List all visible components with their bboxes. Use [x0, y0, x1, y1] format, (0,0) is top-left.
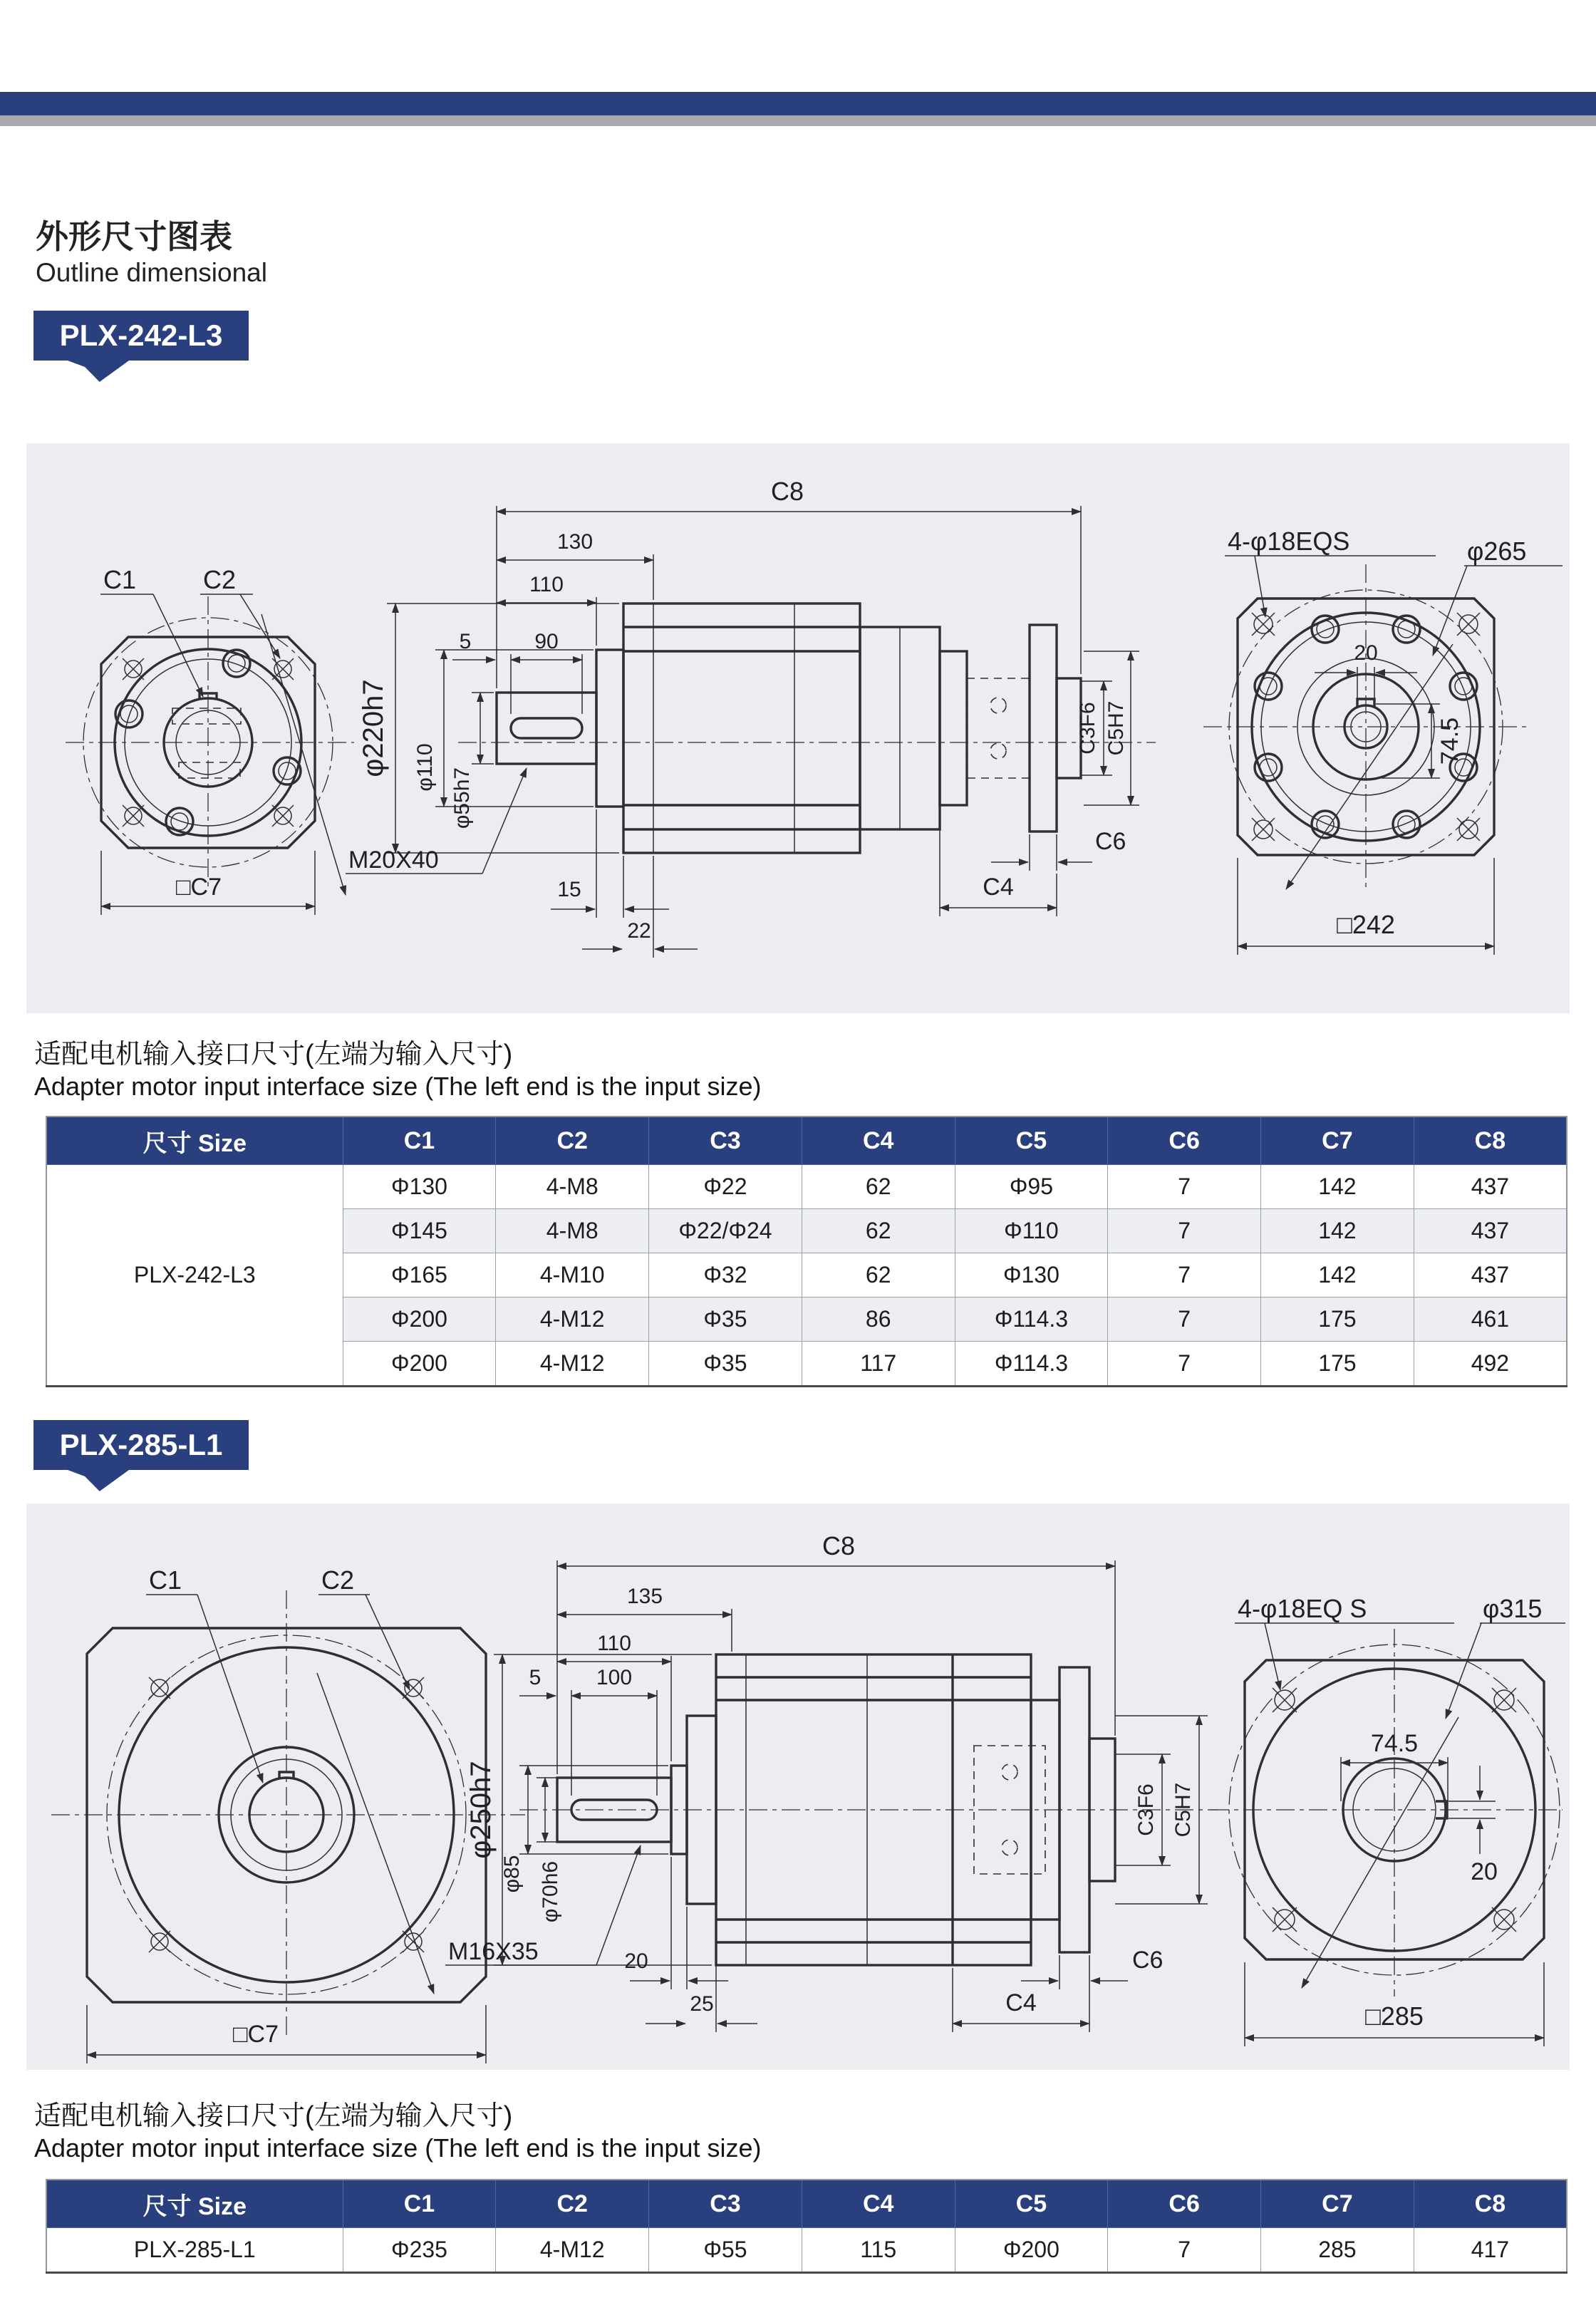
col-header-c1: C1	[343, 1117, 496, 1165]
dim-phi220h7-label: φ220h7	[358, 679, 389, 777]
dim-c7-label: □C7	[233, 2021, 279, 2048]
header-gray-bar	[0, 115, 1596, 126]
cell: Φ114.3	[955, 1298, 1108, 1342]
col-header-c3: C3	[649, 1117, 802, 1165]
dim-15-label: 15	[557, 878, 581, 901]
cell: Φ35	[649, 1342, 802, 1387]
cell: Φ200	[343, 1342, 496, 1387]
dim-c4-label: C4	[983, 874, 1014, 901]
dim-phi110-label: φ110	[413, 743, 437, 792]
cell: Φ235	[343, 2228, 496, 2273]
dim-22-label: 22	[627, 919, 651, 943]
side-section-view	[445, 1531, 1218, 2032]
row-label: PLX-242-L3	[46, 1165, 343, 1387]
col-header-size: 尺寸 Size	[46, 1117, 343, 1165]
cell: Φ200	[343, 1298, 496, 1342]
cell: 461	[1414, 1298, 1567, 1342]
dim-20-label: 20	[624, 1949, 648, 1973]
cell: 437	[1414, 1253, 1567, 1298]
thread-callout-label: M20X40	[348, 846, 439, 874]
dim-74-5-label: 74.5	[1370, 1730, 1419, 1757]
cell: Φ145	[343, 1209, 496, 1253]
cell: 62	[802, 1165, 955, 1209]
dim-90-label: 90	[534, 630, 559, 653]
col-header-c7: C7	[1261, 2180, 1414, 2228]
cell: 142	[1261, 1209, 1414, 1253]
cell: Φ130	[955, 1253, 1108, 1298]
cell: 117	[802, 1342, 955, 1387]
dim-c3f6-label: C3F6	[1076, 702, 1099, 755]
model-badge-plx-285-l1: PLX-285-L1	[33, 1420, 249, 1470]
cell: 7	[1108, 1342, 1261, 1387]
col-header-c6: C6	[1108, 2180, 1261, 2228]
header-blue-bar	[0, 92, 1596, 115]
col-header-c5: C5	[955, 1117, 1108, 1165]
col-header-c2: C2	[496, 2180, 649, 2228]
dim-phi250h7-label: φ250h7	[465, 1761, 497, 1859]
col-header-c2: C2	[496, 1117, 649, 1165]
cell: 142	[1261, 1165, 1414, 1209]
bolt-hole-callout-label: 4-φ18EQ S	[1238, 1594, 1367, 1623]
dim-5-label: 5	[529, 1666, 542, 1689]
col-header-c1: C1	[343, 2180, 496, 2228]
outline-drawing-plx-242-l3	[26, 443, 1570, 1013]
col-header-c8: C8	[1414, 2180, 1567, 2228]
cell: Φ95	[955, 1165, 1108, 1209]
dim-c7-label: □C7	[176, 874, 222, 901]
page-title-en: Outline dimensional	[36, 258, 267, 287]
dim-110-label: 110	[529, 573, 564, 596]
model-badge-plx-242-l3: PLX-242-L3	[33, 311, 249, 361]
thread-callout-label: M16X35	[448, 1938, 539, 1965]
cell: 7	[1108, 1165, 1261, 1209]
cell: 4-M12	[496, 1298, 649, 1342]
col-header-c6: C6	[1108, 1117, 1261, 1165]
cell: 4-M8	[496, 1165, 649, 1209]
cell: Φ200	[955, 2228, 1108, 2273]
cell: 437	[1414, 1209, 1567, 1253]
dim-25-label: 25	[690, 1992, 714, 2016]
dim-74-5-label: 74.5	[1436, 717, 1463, 765]
cell: Φ35	[649, 1298, 802, 1342]
dim-c3f6-label: C3F6	[1134, 1783, 1158, 1836]
side-section-view	[346, 477, 1156, 958]
table-header-row	[46, 2180, 1567, 2228]
label-c2: C2	[321, 1565, 355, 1595]
cell: 175	[1261, 1298, 1414, 1342]
col-header-c4: C4	[802, 1117, 955, 1165]
cell: 62	[802, 1209, 955, 1253]
dim-c8-label: C8	[770, 477, 804, 506]
dim-c4-label: C4	[1005, 1989, 1037, 2016]
col-header-c7: C7	[1261, 1117, 1414, 1165]
cell: 62	[802, 1253, 955, 1298]
dim-c6-label: C6	[1132, 1947, 1164, 1974]
bolt-circle-dia-label: φ315	[1483, 1594, 1543, 1623]
dim-130-label: 130	[556, 530, 594, 554]
dim-110-label: 110	[597, 1632, 631, 1655]
label-c2: C2	[203, 565, 237, 594]
page-title-zh: 外形尺寸图表	[36, 218, 232, 255]
cell: Φ130	[343, 1165, 496, 1209]
col-header-c8: C8	[1414, 1117, 1567, 1165]
cell: 437	[1414, 1165, 1567, 1209]
dimension-table-plx-285-l1	[46, 2179, 1568, 2274]
cell: Φ32	[649, 1253, 802, 1298]
cell: 142	[1261, 1253, 1414, 1298]
dim-135-label: 135	[626, 1585, 663, 1608]
rear-flange-view	[1211, 1594, 1565, 2046]
cell: Φ114.3	[955, 1342, 1108, 1387]
cell: 7	[1108, 1298, 1261, 1342]
cell: 4-M12	[496, 1342, 649, 1387]
col-header-c3: C3	[649, 2180, 802, 2228]
label-c1: C1	[103, 565, 137, 594]
dim-sq285-label: □285	[1365, 2001, 1424, 2031]
outline-drawing-plx-285-l1	[26, 1503, 1570, 2070]
cell: Φ110	[955, 1209, 1108, 1253]
col-header-size: 尺寸 Size	[46, 2180, 343, 2228]
bolt-circle-dia-label: φ265	[1467, 537, 1527, 566]
dim-c5h7-label: C5H7	[1171, 1782, 1195, 1838]
front-flange-view	[51, 1565, 525, 2063]
dimension-table-plx-242-l3	[46, 1116, 1568, 1387]
dim-phi55h7-label: φ55h7	[450, 767, 474, 829]
dim-20-label: 20	[1471, 1858, 1498, 1885]
table-note-zh: 适配电机输入接口尺寸(左端为输入尺寸)	[34, 1040, 513, 1069]
row-label: PLX-285-L1	[46, 2228, 343, 2273]
dim-5-label: 5	[459, 630, 472, 653]
cell: Φ165	[343, 1253, 496, 1298]
cell: 7	[1108, 1209, 1261, 1253]
dim-100-label: 100	[596, 1666, 633, 1689]
cell: Φ22/Φ24	[649, 1209, 802, 1253]
drawing-panel-plx-242-l3	[26, 443, 1570, 1013]
dim-phi85-label: φ85	[500, 1855, 524, 1893]
bolt-hole-callout-label: 4-φ18EQS	[1228, 527, 1350, 556]
cell: Φ22	[649, 1165, 802, 1209]
dim-c5h7-label: C5H7	[1104, 700, 1128, 756]
cell: 115	[802, 2228, 955, 2273]
dim-c6-label: C6	[1095, 828, 1126, 855]
table-note-zh: 适配电机输入接口尺寸(左端为输入尺寸)	[34, 2101, 513, 2131]
cell: 175	[1261, 1342, 1414, 1387]
col-header-c4: C4	[802, 2180, 955, 2228]
cell: 7	[1108, 2228, 1261, 2273]
front-flange-view	[66, 565, 354, 915]
cell: 492	[1414, 1342, 1567, 1387]
cell: 4-M12	[496, 2228, 649, 2273]
col-header-c5: C5	[955, 2180, 1108, 2228]
dim-c8-label: C8	[822, 1531, 856, 1560]
dim-sq242-label: □242	[1337, 910, 1395, 939]
cell: 86	[802, 1298, 955, 1342]
table-header-row	[46, 1117, 1567, 1165]
table-row	[46, 2228, 1567, 2273]
label-c1: C1	[149, 1565, 182, 1595]
drawing-panel-plx-285-l1	[26, 1503, 1570, 2070]
cell: 417	[1414, 2228, 1567, 2273]
cell: Φ55	[649, 2228, 802, 2273]
cell: 4-M10	[496, 1253, 649, 1298]
cell: 4-M8	[496, 1209, 649, 1253]
dim-phi70h6-label: φ70h6	[539, 1860, 562, 1923]
table-note-en: Adapter motor input interface size (The left end is the input size)	[34, 2133, 762, 2163]
dim-20-label: 20	[1354, 641, 1378, 665]
cell: 7	[1108, 1253, 1261, 1298]
table-row	[46, 1165, 1567, 1209]
rear-flange-view	[1203, 527, 1563, 955]
table-note-en: Adapter motor input interface size (The left end is the input size)	[34, 1072, 762, 1101]
cell: 285	[1261, 2228, 1414, 2273]
